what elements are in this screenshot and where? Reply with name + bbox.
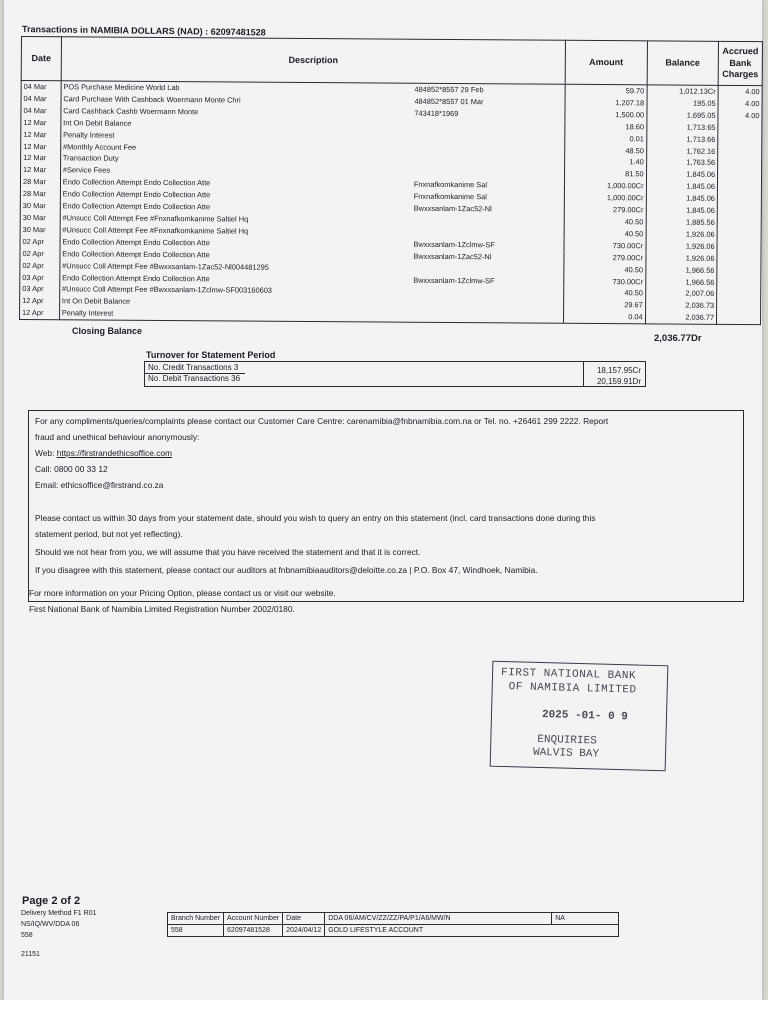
row-balance: 1,926.06 [646,240,718,252]
row-amount: 59.70 [565,84,647,97]
branch-short: 558 [21,932,33,939]
row-date: 03 Apr [20,271,60,283]
product-name: GOLD LIFESTYLE ACCOUNT [325,925,619,937]
row-charge: 4.00 [718,98,762,110]
row-charge [717,241,761,253]
row-charge: 4.00 [718,110,762,122]
row-amount: 29.67 [564,299,646,311]
row-balance: 1,763.56 [646,157,718,169]
row-balance: 1,713.66 [646,133,718,145]
row-date: 12 Mar [21,117,61,129]
row-description: Int On Debit Balance [59,296,411,310]
row-balance: 1,845.06 [646,169,718,181]
row-reference: Fnxnafkomkanime Sal [413,179,488,190]
row-reference [412,143,565,156]
closing-balance-label: Closing Balance [72,326,143,336]
row-date: 02 Apr [20,260,60,272]
row-charge [717,288,761,300]
row-date: 12 Mar [21,152,61,164]
credit-transactions-count: No. Credit Transactions 3 [148,363,239,372]
stamp-date: 2025 -01- 0 9 [541,709,628,724]
row-amount: 0.04 [563,311,645,324]
row-date: 03 Apr [20,283,60,295]
row-reference: Bwxxsanlam-1Zac52-Nl [413,203,492,214]
turnover-title: Turnover for Statement Period [146,350,276,360]
row-reference [412,227,565,240]
bank-stamp [490,661,669,772]
row-balance: 1,966.56 [645,264,717,276]
row-balance: 1,695.05 [647,109,719,121]
account-number: 62097481528 [224,925,283,937]
row-description: #Service Fees [60,165,412,179]
row-reference [411,262,564,275]
statement-sheet [4,0,762,1000]
row-amount: 40.50 [564,228,646,240]
account-meta-table [167,912,619,937]
col-description: Description [61,37,565,85]
row-reference [411,298,564,311]
row-reference: 743418*1969 [414,108,459,118]
row-reference: Bwxxsanlam-1Zclmw-SF [413,275,495,285]
row-date: 30 Mar [20,212,60,224]
row-balance: 1,713.65 [646,121,718,133]
row-charge [717,181,761,193]
date-label: Date [283,913,325,925]
row-balance: 1,845.06 [646,204,718,216]
row-description: Endo Collection Attempt Endo Collection Atte [60,177,412,191]
row-reference [412,155,565,168]
row-charge [717,312,761,325]
row-date: 12 Apr [20,295,60,307]
background-strip [0,1000,768,1024]
col-charges: Accrued Bank Charges [718,41,762,85]
row-date: 12 Mar [21,164,61,176]
query-notice: Please contact us within 30 days from your statement date, should you wish to query an entry on this statement (incl. card transactions done during this [35,513,596,523]
row-amount: 730.00Cr [564,240,646,252]
row-reference [412,131,565,144]
row-balance: 1,926.06 [646,252,718,264]
row-amount: 279.00Cr [564,204,646,216]
call-line: Call: 0800 00 33 12 [35,464,108,474]
row-reference [412,215,565,228]
row-description: Penalty Interest [61,129,413,143]
row-amount: 18.60 [565,121,647,133]
row-amount: 40.50 [564,287,646,299]
row-description: Int On Debit Balance [61,117,413,131]
row-balance: 2,007.06 [645,288,717,300]
row-balance: 2,036.73 [645,300,717,312]
divider [583,362,584,386]
row-description: Endo Collection Attempt Endo Collection Atte [60,188,412,202]
row-amount: 1,207.18 [565,97,647,109]
statement-date: 2024/04/12 [283,925,325,937]
row-date: 30 Mar [20,224,60,236]
credit-turnover-value: 18,157.95Cr [596,366,641,375]
row-date: 02 Apr [20,236,60,248]
document-number: 21151 [21,951,40,958]
row-description: Endo Collection Attempt Endo Collection Atte [60,272,412,286]
debit-turnover-value: 20,159.91Dr [596,377,641,386]
row-balance: 1,966.56 [645,276,717,288]
row-reference [412,167,565,180]
row-date: 04 Mar [21,81,61,94]
col-balance: Balance [647,41,719,85]
row-amount: 1,000.00Cr [564,180,646,192]
stamp-line: WALVIS BAY [532,746,600,761]
na-value: NA [552,913,619,925]
row-description: #Unsucc Coll Attempt Fee #Bwxxsanlam-1Zclmw-SF003160603 [59,284,411,298]
row-description: #Unsucc Coll Attempt Fee #Bwxxsanlam-1Zac52-Nl004481295 [60,260,412,274]
row-date: 12 Mar [21,129,61,141]
query-notice: statement period, but not yet reflecting). [35,529,183,539]
pricing-note: For more information on your Pricing Option, please contact us or visit our website. [29,588,336,598]
row-description: Transaction Duty [60,153,412,167]
debit-transactions-count: No. Debit Transactions 36 [148,374,241,383]
row-reference: Bwxxsanlam-1Zclmw-SF [413,239,495,250]
email-line: Email: ethicsoffice@firstrand.co.za [35,480,164,490]
row-reference [412,119,565,132]
acceptance-notice: Should we not hear from you, we will assume that you have received the statement and that it is correct. [35,547,421,557]
row-reference: 484852*8557 29 Feb [414,84,484,95]
row-date: 28 Mar [20,176,60,188]
page-number: Page 2 of 2 [22,895,81,907]
stamp-line: ENQUIRIES [537,733,597,748]
row-amount: 0.01 [565,132,647,144]
row-description: Endo Collection Attempt Endo Collection Atte [60,200,412,214]
row-date: 04 Mar [21,93,61,105]
row-charge [717,229,761,241]
row-reference [411,286,564,299]
row-charge [717,253,761,265]
row-description: Endo Collection Attempt Endo Collection Atte [60,236,412,250]
web-label: Web: [35,448,55,458]
statement-code: NS/IQ/WV/DDA 06 [21,921,80,928]
row-amount: 1.40 [565,156,647,168]
row-amount: 40.50 [564,263,646,275]
auditor-notice: If you disagree with this statement, please contact our auditors at fnbnamibiaauditors@deloitte.co.za | P.O. Box 47, Windhoek, Namibia. [35,565,538,575]
contact-line: For any compliments/queries/complaints please contact our Customer Care Centre: carenamibia@fnbnamibia.com.na or Tel. no. +26461 299 2222. Report [35,416,609,426]
row-description: #Unsucc Coll Attempt Fee #Fnxnafkomkanime Saltiel Hq [60,212,412,226]
row-date: 28 Mar [20,188,60,200]
row-charge [718,157,762,169]
row-charge [718,145,762,157]
row-amount: 40.50 [564,216,646,228]
closing-balance-value: 2,036.77Dr [654,333,702,344]
row-balance: 1,926.06 [646,228,718,240]
row-description: Penalty Interest [59,307,411,322]
branch-number-label: Branch Number [168,913,224,925]
row-charge [717,217,761,229]
row-reference: 484852*8557 01 Mar [414,96,484,107]
row-date: 04 Mar [21,105,61,117]
row-balance: 1,845.06 [646,181,718,193]
row-amount: 1,000.00Cr [564,192,646,204]
row-charge [717,300,761,312]
registration-note: First National Bank of Namibia Limited Registration Number 2002/0180. [29,604,295,614]
account-number-label: Account Number [224,913,283,925]
row-charge [718,133,762,145]
table-header-row [21,37,762,86]
contact-notice-box [28,410,744,602]
row-date: 30 Mar [20,200,60,212]
contact-line: fraud and unethical behaviour anonymously: [35,432,200,442]
row-description: #Unsucc Coll Attempt Fee #Fnxnafkomkanime Saltiel Hq [60,224,412,238]
row-reference: Fnxnafkomkanime Sal [413,191,487,202]
delivery-method: Delivery Method F1 R01 [21,910,97,917]
row-amount: 279.00Cr [564,251,646,263]
stamp-line: FIRST NATIONAL BANK [500,666,637,683]
row-date: 12 Mar [21,141,61,153]
row-date: 02 Apr [20,248,60,260]
transactions-table [19,36,763,325]
row-description: POS Purchase Medicine World Lab [61,81,413,96]
web-line [35,446,172,461]
ethics-web-link[interactable]: https://firstrandethicsoffice.com [56,448,173,458]
dda-code: DDA 06/AM/CV/ZZ/ZZ/PA/P1/A6/MW/N [325,913,552,925]
row-balance: 1,845.06 [646,193,718,205]
row-reference: Bwxxsanlam-1Zac52-Nl [413,251,492,261]
transactions-body [20,81,763,325]
row-balance: 1,012.13Cr [647,85,719,98]
turnover-box [144,361,646,387]
row-balance: 1,885.56 [646,216,718,228]
row-charge: 4.00 [718,85,762,98]
row-charge [718,122,762,134]
row-charge [717,276,761,288]
row-date: 12 Apr [20,307,60,320]
branch-number: 558 [168,925,224,937]
row-amount: 730.00Cr [564,275,646,287]
row-description: Endo Collection Attempt Endo Collection Atte [60,248,412,262]
row-balance: 2,036.77 [645,312,717,325]
row-amount: 1,500.00 [565,109,647,121]
row-amount: 81.50 [564,168,646,180]
col-date: Date [21,37,61,81]
row-charge [717,193,761,205]
statement-title: Transactions in NAMIBIA DOLLARS (NAD) : 62097481528 [21,24,266,38]
row-charge [717,205,761,217]
row-description: Card Purchase With Cashback Woermann Monte Chri [61,93,413,107]
row-reference [411,310,564,323]
row-description: Card Cashback Cashb Woermann Monte [61,105,413,119]
col-amount: Amount [565,40,647,85]
row-balance: 195.05 [647,97,719,109]
row-charge [717,264,761,276]
row-balance: 1,762.16 [646,145,718,157]
row-charge [718,169,762,181]
row-amount: 48.50 [565,144,647,156]
stamp-line: OF NAMIBIA LIMITED [508,681,637,697]
row-description: #Monthly Account Fee [60,141,412,155]
